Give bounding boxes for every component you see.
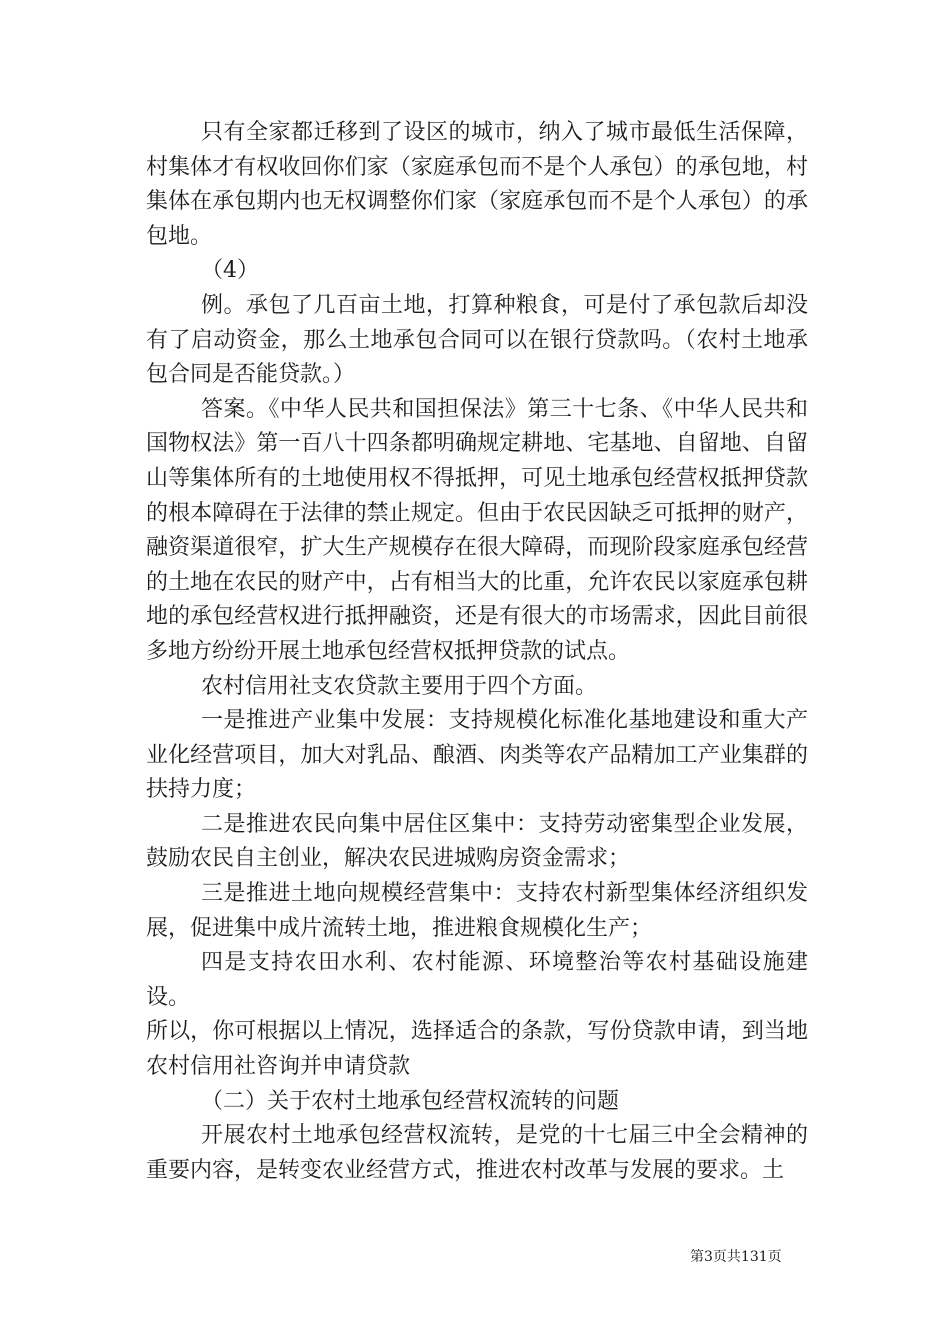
paragraph-1: 只有全家都迁移到了设区的城市，纳入了城市最低生活保障，村集体才有权收回你们家（家庭承包而不是个人承包）的承包地，村集体在承包期内也无权调整你们家（家庭承包而不是个人承包）的承包地。 bbox=[146, 120, 808, 249]
paragraph-10: 所以，你可根据以上情况，选择适合的条款，写份贷款申请，到当地农村信用社咨询并申请贷款 bbox=[146, 1019, 808, 1080]
paragraph-8: 三是推进土地向规模经营集中：支持农村新型集体经济组织发展，促进集中成片流转土地，推进粮食规模化生产； bbox=[146, 881, 808, 941]
page-number: 第3页共131页 bbox=[690, 1249, 782, 1265]
paragraph-9: 四是支持农田水利、农村能源、环境整治等农村基础设施建设。 bbox=[146, 950, 808, 1010]
document-body bbox=[146, 116, 808, 1188]
paragraph-5: 农村信用社支农贷款主要用于四个方面。 bbox=[201, 673, 598, 699]
paragraph-7: 二是推进农民向集中居住区集中：支持劳动密集型企业发展，鼓励农民自主创业，解决农民进城购房资金需求； bbox=[146, 811, 808, 872]
paragraph-12: 开展农村土地承包经营权流转，是党的十七届三中全会精神的重要内容，是转变农业经营方式，推进农村改革与发展的要求。土 bbox=[146, 1123, 808, 1183]
paragraph-6: 一是推进产业集中发展：支持规模化标准化基地建设和重大产业化经营项目，加大对乳品、酿酒、肉类等农产品精加工产业集群的扶持力度； bbox=[146, 708, 808, 803]
paragraph-4: 答案。《中华人民共和国担保法》第三十七条、《中华人民共和国物权法》第一百八十四条都明确规定耕地、宅基地、自留地、自留山等集体所有的土地使用权不得抵押，可见土地承包经营权抵押贷款的根本障碍在于法律的禁止规定。但由于农民因缺乏可抵押的财产，融资渠道很窄，扩大生产规模存在很大障碍，而现阶段家庭承包经营的土地在农民的财产中，占有相当大的比重，允许农民以家庭承包耕地的承包经营权进行抵押融资，还是有很大的市场需求，因此目前很多地方纷纷开展土地承包经营权抵押贷款的试点。 bbox=[146, 396, 808, 664]
paragraph-2: （4） bbox=[201, 258, 259, 284]
section-heading: （二）关于农村土地承包经营权流转的问题 bbox=[201, 1088, 620, 1114]
paragraph-3: 例。承包了几百亩土地，打算种粮食，可是付了承包款后却没有了启动资金，那么土地承包合同可以在银行贷款吗。（农村土地承包合同是否能贷款。） bbox=[146, 292, 808, 388]
